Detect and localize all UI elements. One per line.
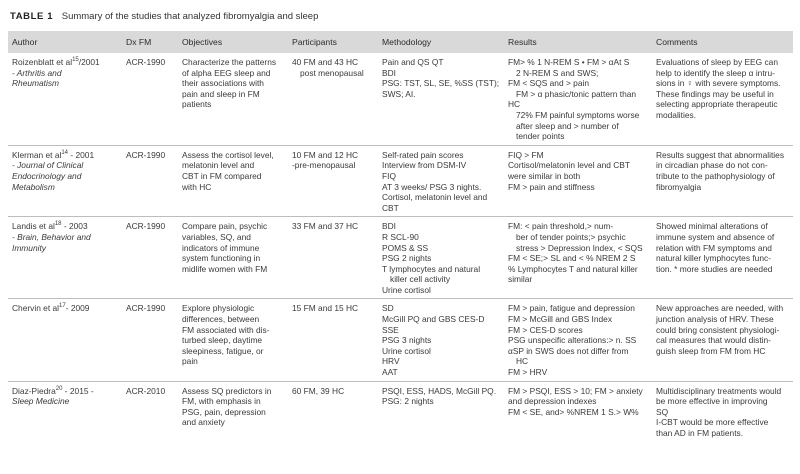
- cell-line: immune system and absence of: [656, 231, 775, 242]
- header-row: [8, 31, 793, 53]
- table-title: Summary of the studies that analyzed fibromyalgia and sleep: [61, 11, 319, 22]
- cell-line: pain and sleep in FM: [182, 88, 260, 99]
- cell-line: BDI: [382, 67, 396, 78]
- objectives-cell: [178, 217, 288, 299]
- cell-line: HC: [508, 99, 521, 110]
- author-line: [12, 221, 118, 232]
- cell-line: Urine cortisol: [382, 284, 431, 295]
- cell-line: midlife women with FM: [182, 263, 268, 274]
- cell-line: than AD in FM patients.: [656, 428, 744, 438]
- cell-line: stress > Depression Index, < SQS: [516, 242, 643, 253]
- cell-line: modalities.: [656, 109, 697, 120]
- cell-line: Explore physiologic: [182, 303, 255, 314]
- cell-line: Cortisol/melatonin level and CBT: [508, 160, 630, 171]
- cell-line: AAT: [382, 367, 398, 378]
- cell-line: PSG: 2 nights: [382, 396, 434, 407]
- cell-line: Assess SQ predictors in: [182, 385, 272, 396]
- author-name: Roizenblatt et al: [12, 57, 73, 67]
- table-row: [8, 217, 793, 299]
- cell-line: turbed sleep, daytime: [182, 335, 263, 346]
- cell-line: their associations with: [182, 78, 264, 89]
- column-header: Dx FM: [122, 31, 178, 53]
- dx-cell: [122, 381, 178, 441]
- cell-line: 10 FM and 12 HC: [292, 149, 359, 160]
- cell-line: These findings may be useful in: [656, 88, 774, 99]
- author-name: Diaz-Piedra: [12, 385, 56, 396]
- cell-line: R SCL-90: [382, 231, 419, 242]
- cell-line: Evaluations of sleep by EEG can: [656, 57, 778, 67]
- cell-line: - Journal of Clinical: [12, 160, 84, 171]
- author-cell: [8, 145, 122, 217]
- column-header: Author: [8, 31, 122, 53]
- cell-line: FM < SE;> SL and < % NREM 2 S: [508, 253, 636, 264]
- cell-line: were similar in both: [508, 170, 581, 181]
- cell-line: relation with FM symptoms and: [656, 242, 772, 253]
- cell-line: CBT: [382, 202, 399, 213]
- cell-line: in circadian phase do not con-: [656, 160, 768, 171]
- author-year: - 2001: [68, 149, 95, 160]
- cell-line: HC: [516, 356, 529, 367]
- author-name: Chervin et al: [12, 303, 60, 314]
- objectives-cell: [178, 53, 288, 145]
- author-year: - 2015 -: [62, 385, 94, 396]
- cell-line: selecting appropriate therapeutic: [656, 99, 778, 110]
- methodology-cell: [378, 53, 504, 145]
- cell-line: patients: [182, 99, 212, 110]
- participants-cell: [288, 381, 378, 441]
- cell-line: sions in ♀ with severe symptoms.: [656, 78, 781, 89]
- cell-line: PSG, pain, depression: [182, 406, 266, 417]
- author-line: [12, 303, 118, 314]
- cell-line: of alpha EEG sleep and: [182, 67, 271, 78]
- cell-line: FM > HRV: [508, 367, 548, 378]
- column-header: Comments: [652, 31, 793, 53]
- studies-table: [8, 31, 793, 442]
- cell-line: Multidisciplinary treatments would: [656, 385, 782, 396]
- cell-line: POMS & SS: [382, 242, 429, 253]
- cell-line: Cortisol, melatonin level and: [382, 192, 488, 203]
- dx-cell: [122, 145, 178, 217]
- comments-cell: [652, 53, 793, 145]
- author-line: [12, 57, 118, 68]
- table-row: [8, 381, 793, 441]
- author-cell: [8, 381, 122, 441]
- cell-line: Characterize the patterns: [182, 57, 277, 67]
- results-cell: [504, 299, 652, 381]
- cell-line: 72% FM painful symptoms worse: [516, 109, 640, 120]
- participants-cell: [288, 217, 378, 299]
- table-row: [8, 299, 793, 381]
- cell-line: I-CBT would be more effective: [656, 417, 769, 428]
- cell-line: -pre-menopausal: [292, 160, 356, 171]
- cell-line: 15 FM and 15 HC: [292, 303, 359, 314]
- cell-line: pain: [182, 356, 198, 367]
- cell-line: FM associated with dis-: [182, 324, 270, 335]
- author-line: [12, 386, 118, 397]
- cell-line: fibromyalgia: [656, 181, 702, 192]
- cell-line: AT 3 weeks/ PSG 3 nights.: [382, 181, 482, 192]
- column-header: Results: [504, 31, 652, 53]
- cell-line: tion. * more studies are needed: [656, 263, 773, 274]
- cell-line: variables, SQ, and: [182, 231, 251, 242]
- cell-line: system functioning in: [182, 253, 261, 264]
- cell-line: Self-rated pain scores: [382, 149, 464, 160]
- cell-line: FM > pain, fatigue and depression: [508, 303, 635, 314]
- cell-line: melatonin level and: [182, 160, 255, 171]
- author-cell: [8, 217, 122, 299]
- table-label: TABLE 1: [10, 11, 54, 22]
- comments-cell: [652, 299, 793, 381]
- author-line: [12, 150, 118, 161]
- dx-cell: [122, 299, 178, 381]
- methodology-cell: [378, 299, 504, 381]
- table-caption: [10, 10, 318, 24]
- cell-line: BDI: [382, 221, 396, 232]
- comments-cell: [652, 381, 793, 441]
- reference-number: 20: [55, 385, 63, 392]
- cell-line: help to identify the sleep α intru-: [656, 67, 775, 78]
- cell-line: FM > CES-D scores: [508, 324, 583, 335]
- cell-line: FM, with emphasis in: [182, 396, 261, 407]
- cell-line: ACR-1990: [126, 57, 166, 67]
- reference-number: 18: [54, 221, 62, 228]
- objectives-cell: [178, 299, 288, 381]
- cell-line: ACR-2010: [126, 385, 166, 396]
- author-year: /2001: [78, 57, 100, 67]
- cell-line: ACR-1990: [126, 149, 166, 160]
- dx-cell: [122, 53, 178, 145]
- cell-line: Urine cortisol: [382, 345, 431, 356]
- cell-line: ber of tender points;> psychic: [516, 231, 626, 242]
- table-row: [8, 145, 793, 217]
- results-cell: [504, 145, 652, 217]
- cell-line: Endocrinology and: [12, 170, 82, 181]
- methodology-cell: [378, 145, 504, 217]
- cell-line: SWS; AI.: [382, 88, 416, 99]
- author-name: Landis et al: [12, 221, 55, 232]
- cell-line: killer cell activity: [390, 274, 451, 285]
- cell-line: 60 FM, 39 HC: [292, 385, 345, 396]
- cell-line: FM: < pain threshold,> num-: [508, 221, 614, 232]
- cell-line: αSP in SWS does not differ from: [508, 345, 629, 356]
- participants-cell: [288, 53, 378, 145]
- cell-line: PSG: TST, SL, SE, %SS (TST);: [382, 78, 500, 89]
- methodology-cell: [378, 217, 504, 299]
- cell-line: FM > PSQI, ESS > 10; FM > anxiety: [508, 385, 643, 396]
- cell-line: post menopausal: [300, 67, 364, 78]
- results-cell: [504, 53, 652, 145]
- cell-line: 33 FM and 37 HC: [292, 221, 359, 232]
- participants-cell: [288, 299, 378, 381]
- cell-line: T lymphocytes and natural: [382, 263, 481, 274]
- cell-line: Rheumatism: [12, 78, 60, 89]
- cell-line: FM < SE, and> %NREM 1 S.> W%: [508, 406, 639, 417]
- objectives-cell: [178, 145, 288, 217]
- cell-line: 40 FM and 43 HC: [292, 57, 359, 67]
- cell-line: Assess the cortisol level,: [182, 149, 274, 160]
- comments-cell: [652, 217, 793, 299]
- cell-line: New approaches are needed, with: [656, 303, 784, 314]
- author-name: Klerman et al: [12, 149, 62, 160]
- cell-line: with HC: [182, 181, 212, 192]
- cell-line: indicators of immune: [182, 242, 260, 253]
- cell-line: could bring consistent physiologi-: [656, 324, 780, 335]
- author-cell: [8, 53, 122, 145]
- cell-line: and anxiety: [182, 417, 225, 428]
- cell-line: FM > α phasic/tonic pattern than: [516, 88, 637, 99]
- cell-line: FIQ > FM: [508, 149, 544, 160]
- column-header: Objectives: [178, 31, 288, 53]
- cell-line: SQ: [656, 406, 669, 417]
- cell-line: FM < SQS and > pain: [508, 78, 590, 89]
- cell-line: - Brain, Behavior and: [12, 231, 91, 242]
- column-header: Participants: [288, 31, 378, 53]
- cell-line: Metabolism: [12, 181, 55, 192]
- cell-line: FM> % 1 N-REM S • FM > αAt S: [508, 57, 630, 67]
- cell-line: SSE: [382, 324, 399, 335]
- reference-number: 14: [61, 149, 69, 156]
- participants-cell: [288, 145, 378, 217]
- cell-line: PSG unspecific alterations:> n. SS: [508, 335, 637, 346]
- cell-line: sleepiness, fatigue, or: [182, 345, 264, 356]
- cell-line: be more effective in improving: [656, 396, 768, 407]
- cell-line: Immunity: [12, 242, 46, 253]
- cell-line: Sleep Medicine: [12, 396, 70, 407]
- cell-line: % Lymphocytes T and natural killer: [508, 263, 638, 274]
- cell-line: differences, between: [182, 314, 260, 325]
- cell-line: - Arthritis and: [12, 67, 62, 78]
- cell-line: junction analysis of HRV. These: [656, 314, 774, 325]
- cell-line: similar: [508, 274, 533, 285]
- cell-line: and depression indexes: [508, 396, 597, 407]
- cell-line: guish sleep from FM from HC: [656, 345, 766, 356]
- cell-line: PSG 3 nights: [382, 335, 432, 346]
- cell-line: Compare pain, psychic: [182, 221, 268, 232]
- cell-line: PSG 2 nights: [382, 253, 432, 264]
- cell-line: ACR-1990: [126, 221, 166, 232]
- results-cell: [504, 381, 652, 441]
- methodology-cell: [378, 381, 504, 441]
- cell-line: Results suggest that abnormalities: [656, 149, 785, 160]
- cell-line: Pain and QS QT: [382, 57, 444, 67]
- author-cell: [8, 299, 122, 381]
- comments-cell: [652, 145, 793, 217]
- dx-cell: [122, 217, 178, 299]
- cell-line: CBT in FM compared: [182, 170, 262, 181]
- cell-line: after sleep and > number of: [516, 120, 619, 131]
- author-year: - 2009: [65, 303, 90, 314]
- cell-line: tender points: [516, 131, 565, 142]
- cell-line: tribute to the pathophysiology of: [656, 170, 775, 181]
- cell-line: SD: [382, 303, 394, 314]
- column-header: Methodology: [378, 31, 504, 53]
- cell-line: natural killer lymphocytes func-: [656, 253, 771, 264]
- cell-line: FM > pain and stiffness: [508, 181, 595, 192]
- cell-line: Showed minimal alterations of: [656, 221, 768, 232]
- cell-line: ACR-1990: [126, 303, 166, 314]
- author-year: - 2003: [61, 221, 88, 232]
- cell-line: Interview from DSM-IV: [382, 160, 467, 171]
- cell-line: cal measures that would distin-: [656, 335, 771, 346]
- objectives-cell: [178, 381, 288, 441]
- cell-line: McGill PQ and GBS CES-D: [382, 314, 485, 325]
- cell-line: 2 N-REM S and SWS;: [516, 67, 599, 78]
- table-row: [8, 53, 793, 145]
- cell-line: FIQ: [382, 170, 396, 181]
- table-body: [8, 53, 793, 442]
- reference-number: 15: [72, 57, 79, 64]
- cell-line: FM > McGill and GBS Index: [508, 314, 613, 325]
- cell-line: PSQI, ESS, HADS, McGill PQ.: [382, 385, 497, 396]
- reference-number: 17: [59, 303, 66, 310]
- cell-line: HRV: [382, 356, 400, 367]
- results-cell: [504, 217, 652, 299]
